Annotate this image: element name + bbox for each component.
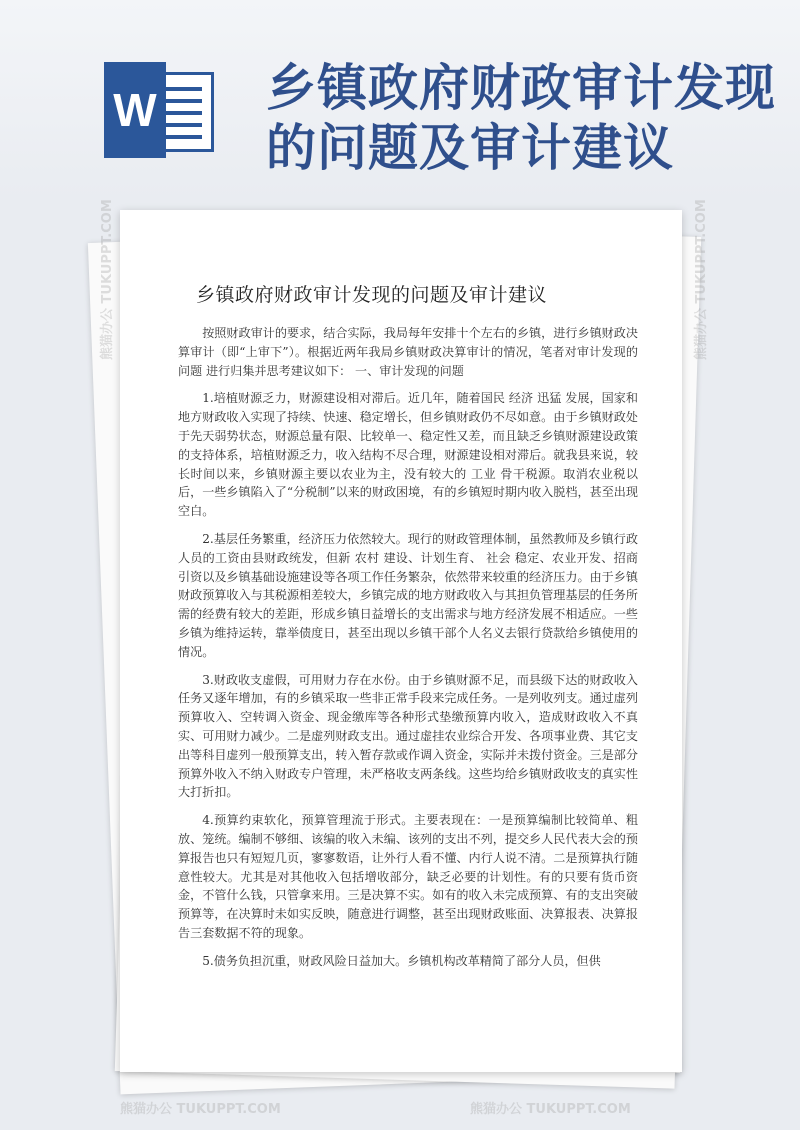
watermark: 熊猫办公 TUKUPPT.COM	[694, 199, 709, 360]
text-line	[162, 99, 202, 103]
banner-title: 乡镇政府财政审计发现的问题及审计建议	[266, 59, 776, 177]
word-logo-letter: W	[104, 62, 166, 158]
banner	[0, 0, 800, 200]
paragraph-4: 4.预算约束软化，预算管理流于形式。主要表现在：一是预算编制比较简单、粗放、笼统。编制不够细、该编的收入未编、该列的支出不列，提交乡人民代表大会的预算报告也只有短短几页，寥寥数语，让外行人看不懂、内行人说不清。二是预算执行随意性较大。尤其是对其他收入包括增收部分，缺乏必要的计划性。有的只要有货币资金，不管什么钱，只管拿来用。三是决算不实。如有的收入未完成预算、有的支出突破预算等，在决算时未如实反映，随意进行调整，甚至出现财政账面、决算报表、决算报告三套数据不符的现象。	[178, 813, 638, 940]
paragraph-3: 3.财政收支虚假，可用财力存在水份。由于乡镇财源不足，而县级下达的财政收入任务又逐年增加，有的乡镇采取一些非正常手段来完成任务。一是列收列支。通过虚列预算收入、空转调入资金、现金缴库等各种形式垫缴预算内收入，造成财政收入不真实、可用财力减少。二是虚列财政支出。通过虚挂农业综合开发、各项事业费、其它支出等科目虚列一般预算支出，转入暂存款或作调入资金，实际并未拨付资金。三是部分预算外收入不纳入财政专户管理，未严格收支两条线。这些均给乡镇财政收支的真实性大打折扣。	[178, 672, 638, 800]
document-heading: 乡镇政府财政审计发现的问题及审计建议	[196, 284, 548, 306]
word-document-icon	[104, 62, 216, 158]
document-body	[178, 324, 638, 980]
paragraph-5: 5.债务负担沉重，财政风险日益加大。乡镇机构改革精简了部分人员，但供	[202, 953, 601, 968]
text-line	[162, 111, 202, 115]
text-line	[162, 87, 202, 91]
paragraph-2: 2.基层任务繁重，经济压力依然较大。现行的财政管理体制，虽然教师及乡镇行政人员的工资由县财政统发，但新 农村 建设、计划生育、 社会 稳定、农业开发、招商引资以及乡镇基础设施建设等各项工作任务繁杂，依然带来较重的经济压力。由于乡镇财政预算收入与其税源相差较大，乡镇完成的地方财政收入与其担负管理基层的任务所需的经费有较大的差距，形成乡镇日益增长的支出需求与地方经济发展不相适应。一些乡镇为维持运转，靠举债度日，甚至出现以乡镇干部个人名义去银行贷款给乡镇使用的情况。	[178, 531, 638, 659]
text-line	[162, 123, 202, 127]
paragraph-intro: 按照财政审计的要求，结合实际，我局每年安排十个左右的乡镇，进行乡镇财政决算审计（即“上审下”）。根据近两年我局乡镇财政决算审计的情况，笔者对审计发现的 问题 进行归集并思考建议如下： 一、审计发现的问题	[178, 326, 638, 378]
document-page	[120, 210, 682, 1072]
paragraph-1: 1.培植财源乏力，财源建设相对滞后。近几年，随着国民 经济 迅猛 发展，国家和地方财政收入实现了持续、快速、稳定增长，但乡镇财政仍不尽如意。由于乡镇财政处于先天弱势状态，财源总量有限、比较单一、稳定性又差，而且缺乏乡镇财源建设政策的支持体系，培植财源乏力，收入结构不尽合理，财源建设相对滞后。就我县来说，较长时间以来，乡镇财源主要以农业为主，没有较大的 工业 骨干税源。取消农业税以后，一些乡镇陷入了“分税制”以来的财政困境，有的乡镇短时期内收入脱档，甚至出现空白。	[178, 391, 638, 519]
watermark: 熊猫办公 TUKUPPT.COM	[470, 1102, 631, 1117]
watermark: 熊猫办公 TUKUPPT.COM	[120, 1102, 281, 1117]
text-line	[162, 135, 202, 139]
watermark: 熊猫办公 TUKUPPT.COM	[100, 199, 115, 360]
